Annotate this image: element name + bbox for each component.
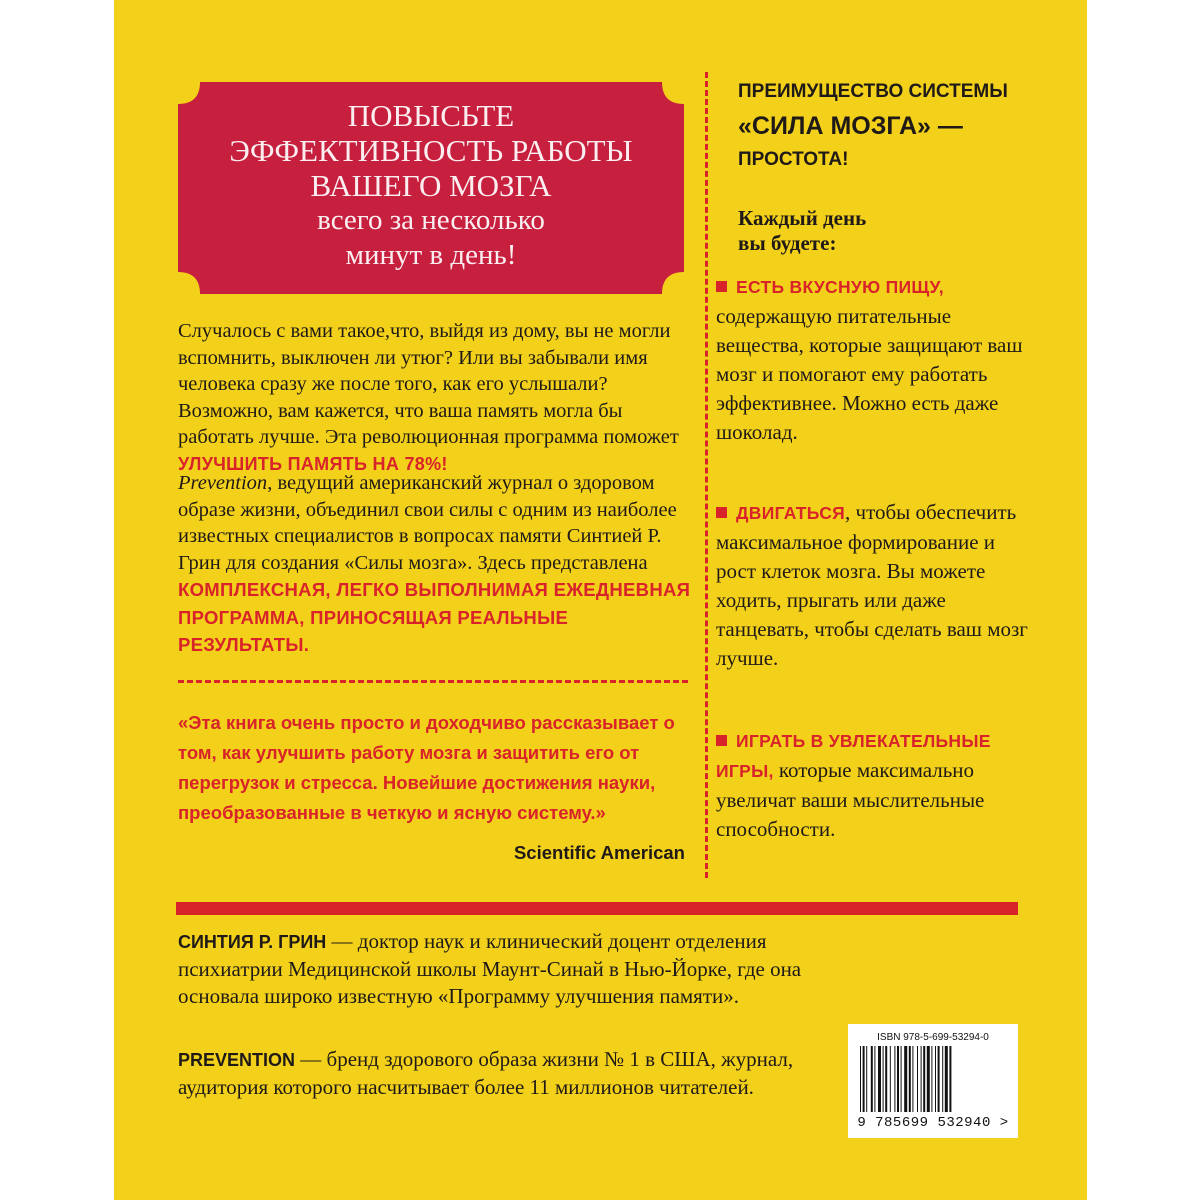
bullet-square-icon: [716, 507, 727, 518]
right-heading-line-3: ПРОСТОТА!: [738, 149, 849, 170]
brand-bio: [178, 1046, 818, 1101]
benefit-title: ЕСТЬ ВКУСНУЮ ПИЩУ,: [736, 277, 944, 297]
prevention-paragraph: [178, 470, 698, 659]
bullet-square-icon: [716, 281, 727, 292]
red-divider-bar: [176, 902, 1018, 915]
banner-line-2: ЭФФЕКТИВНОСТЬ РАБОТЫ: [229, 133, 633, 168]
right-heading: [738, 80, 1038, 172]
bullet-square-icon: [716, 735, 727, 746]
benefit-text: , чтобы обеспечить максимальное формирование и рост клеток мозга. Вы можете ходить, прыгать или даже танцевать, чтобы сделать ваш мозг лучше.: [716, 500, 1028, 670]
prevention-highlight: КОМПЛЕКСНАЯ, ЛЕГКО ВЫПОЛНИМАЯ ЕЖЕДНЕВНАЯ ПРОГРАММА, ПРИНОСЯЩАЯ РЕАЛЬНЫЕ РЕЗУЛЬТАТЫ.: [178, 579, 691, 655]
quote-source: Scientific American: [513, 842, 685, 863]
prevention-brand: Prevention: [178, 472, 268, 494]
right-heading-line-2: «СИЛА МОЗГА» —: [738, 112, 963, 140]
right-heading-line-1: ПРЕИМУЩЕСТВО СИСТЕМЫ: [738, 81, 1008, 102]
quote-text: «Эта книга очень просто и доходчиво рассказывает о том, как улучшить работу мозга и защитить его от перегрузок и стресса. Новейшие достижения науки, преобразованные в четкую и ясную систему.»: [178, 712, 675, 823]
barcode-digits: 9 785699 532940 >: [857, 1115, 1009, 1131]
banner-line-1: ПОВЫСЬТЕ: [347, 98, 515, 133]
headline-banner: [178, 82, 684, 294]
intro-paragraph: [178, 318, 698, 477]
author-name: СИНТИЯ Р. ГРИН: [178, 932, 327, 952]
benefit-text: которые максимально увеличат ваши мыслительные способности.: [716, 758, 985, 841]
banner-line-3: ВАШЕГО МОЗГА: [310, 168, 552, 203]
benefit-title: ДВИГАТЬСЯ: [736, 503, 846, 523]
intro-highlight: УЛУЧШИТЬ ПАМЯТЬ НА 78%!: [178, 453, 448, 474]
everyday-line-2: вы будете:: [738, 231, 837, 255]
barcode-box: [848, 1024, 1018, 1138]
vertical-dashed-divider: [705, 72, 708, 878]
prevention-text: , ведущий американский журнал о здоровом образе жизни, объединил свои силы с одним из наиболее известных специалистов в вопросах памяти Синтией Р. Грин для создания «Силы мозга». Здесь представлена: [178, 472, 677, 574]
author-text: — доктор наук и клинический доцент отделения психиатрии Медицинской школы Маунт-Синай в Нью-Йорке, где она основала широко известную «Программу улучшения памяти».: [178, 929, 802, 1008]
everyday-line-1: Каждый день: [738, 206, 867, 230]
banner-line-4: всего за несколько: [317, 204, 545, 236]
brand-name: PREVENTION: [178, 1050, 296, 1070]
barcode-icon: [858, 1046, 1008, 1114]
isbn-label: ISBN 978-5-699-53294-0: [877, 1032, 989, 1043]
benefit-item: [716, 498, 1036, 673]
dashed-divider: [178, 680, 688, 683]
benefit-title: ИГРАТЬ В УВЛЕКАТЕЛЬНЫЕ ИГРЫ,: [716, 731, 991, 781]
intro-text: Случалось с вами такое,что, выйдя из дому, вы не могли вспомнить, выключен ли утюг? Или вы забывали имя человека сразу же после того, как его услышали? Возможно, вам кажется, что ваша память могла бы работать лучше. Эта революционная программа поможет: [178, 320, 679, 448]
everyday-heading: [738, 206, 1038, 256]
benefit-text: содержащую питательные вещества, которые защищают ваш мозг и помогают ему работать эффективнее. Можно есть даже шоколад.: [716, 304, 1023, 444]
benefit-item: [716, 726, 1036, 844]
brand-text: — бренд здорового образа жизни № 1 в США, журнал, аудитория которого насчитывает более 11 миллионов читателей.: [178, 1047, 794, 1099]
banner-line-5: минут в день!: [345, 239, 517, 271]
benefit-item: [716, 272, 1036, 447]
author-bio: [178, 928, 818, 1010]
